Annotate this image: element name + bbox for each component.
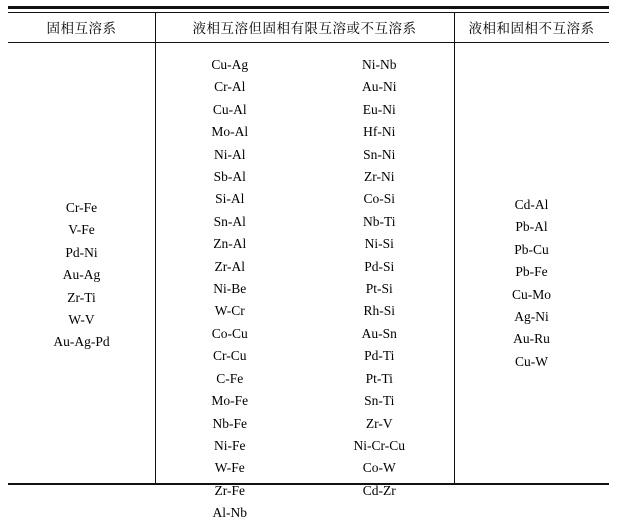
list-item: Cr-Fe [65, 200, 98, 215]
list-item: Mo-Fe [211, 393, 249, 409]
list-item: Zr-Ti [67, 289, 96, 305]
list-item: Au-Ni [362, 79, 397, 95]
table-header-row [8, 12, 609, 42]
list-item: Zr-Fe [214, 482, 245, 498]
list-item: Pd-Ni [65, 244, 98, 260]
list-item: Zr-Al [214, 258, 245, 274]
top-border-thick [8, 6, 609, 9]
list-item: Au-Ag-Pd [53, 334, 110, 350]
list-item: C-Fe [216, 370, 244, 386]
list-item: Ni-Si [364, 236, 394, 252]
list-item: Nb-Ti [362, 213, 396, 229]
list-item: Zr-Ni [364, 169, 395, 185]
list-item: Sn-Al [213, 213, 246, 229]
alloy-systems-table [8, 12, 609, 521]
list-item: Pb-Fe [515, 264, 548, 280]
list-item: Ni-Cr-Cu [353, 437, 405, 453]
list-item: Hf-Ni [363, 124, 396, 140]
list-item: Ni-Fe [214, 437, 246, 453]
list-item: Pt-Ti [365, 370, 393, 386]
list-column-2a [155, 42, 305, 525]
list-column-2b [305, 42, 455, 502]
column-header-1: 固相互溶系 [46, 21, 117, 37]
list-item: Mo-Al [211, 124, 249, 140]
list-item: Co-Si [363, 191, 395, 207]
list-item: Ni-Al [214, 146, 246, 162]
list-item: Zn-Al [213, 236, 247, 252]
list-item: Cu-Ag [211, 57, 249, 72]
list-item: Si-Al [215, 191, 245, 207]
column-header-2: 液相互溶但固相有限互溶或不互溶系 [192, 21, 417, 37]
list-item: W-Fe [214, 460, 245, 476]
list-item: W-Cr [214, 303, 245, 319]
list-item: Au-Sn [361, 325, 397, 341]
list-item: Cu-Mo [511, 286, 551, 302]
list-item: Cr-Cu [213, 348, 247, 364]
column-solid-soluble [8, 42, 155, 525]
list-item: Cd-Zr [362, 482, 396, 498]
table-body-row [8, 42, 609, 525]
list-item: Cu-W [515, 353, 548, 369]
list-item: Ni-Be [213, 281, 247, 297]
list-item: Co-Cu [211, 325, 248, 341]
list-item: Au-Ru [513, 331, 550, 347]
list-item: Zr-V [365, 415, 393, 431]
list-item: Sb-Al [213, 169, 246, 185]
list-item: Pb-Cu [514, 241, 549, 257]
list-item: Nb-Fe [212, 415, 247, 431]
list-item: Ni-Nb [362, 57, 397, 72]
list-item: Pd-Ti [364, 348, 395, 364]
list-item: Sn-Ni [363, 146, 396, 162]
list-item: Co-W [362, 460, 396, 476]
list-item: Cu-Al [212, 101, 247, 117]
list-column-1 [8, 42, 155, 354]
list-item: Cr-Al [214, 79, 246, 95]
list-item: Sn-Ti [364, 393, 395, 409]
list-item: Pd-Si [364, 258, 395, 274]
list-item: W-V [68, 312, 95, 328]
list-item: Rh-Si [363, 303, 395, 319]
subcolumn-left [155, 42, 305, 525]
subcolumn-right [305, 42, 455, 525]
list-item: Al-Nb [212, 505, 247, 521]
list-item: Cd-Al [514, 197, 549, 212]
list-item: Au-Ag [62, 267, 101, 283]
list-item: V-Fe [68, 222, 95, 238]
column-liquid-soluble [155, 42, 454, 525]
column-header-3: 液相和固相不互溶系 [468, 21, 595, 37]
list-item: Eu-Ni [362, 101, 396, 117]
column-insoluble [454, 42, 609, 525]
list-item: Pt-Si [365, 281, 393, 297]
list-column-3 [454, 42, 609, 373]
list-item: Pb-Al [515, 219, 548, 235]
list-item: Ag-Ni [514, 309, 549, 325]
